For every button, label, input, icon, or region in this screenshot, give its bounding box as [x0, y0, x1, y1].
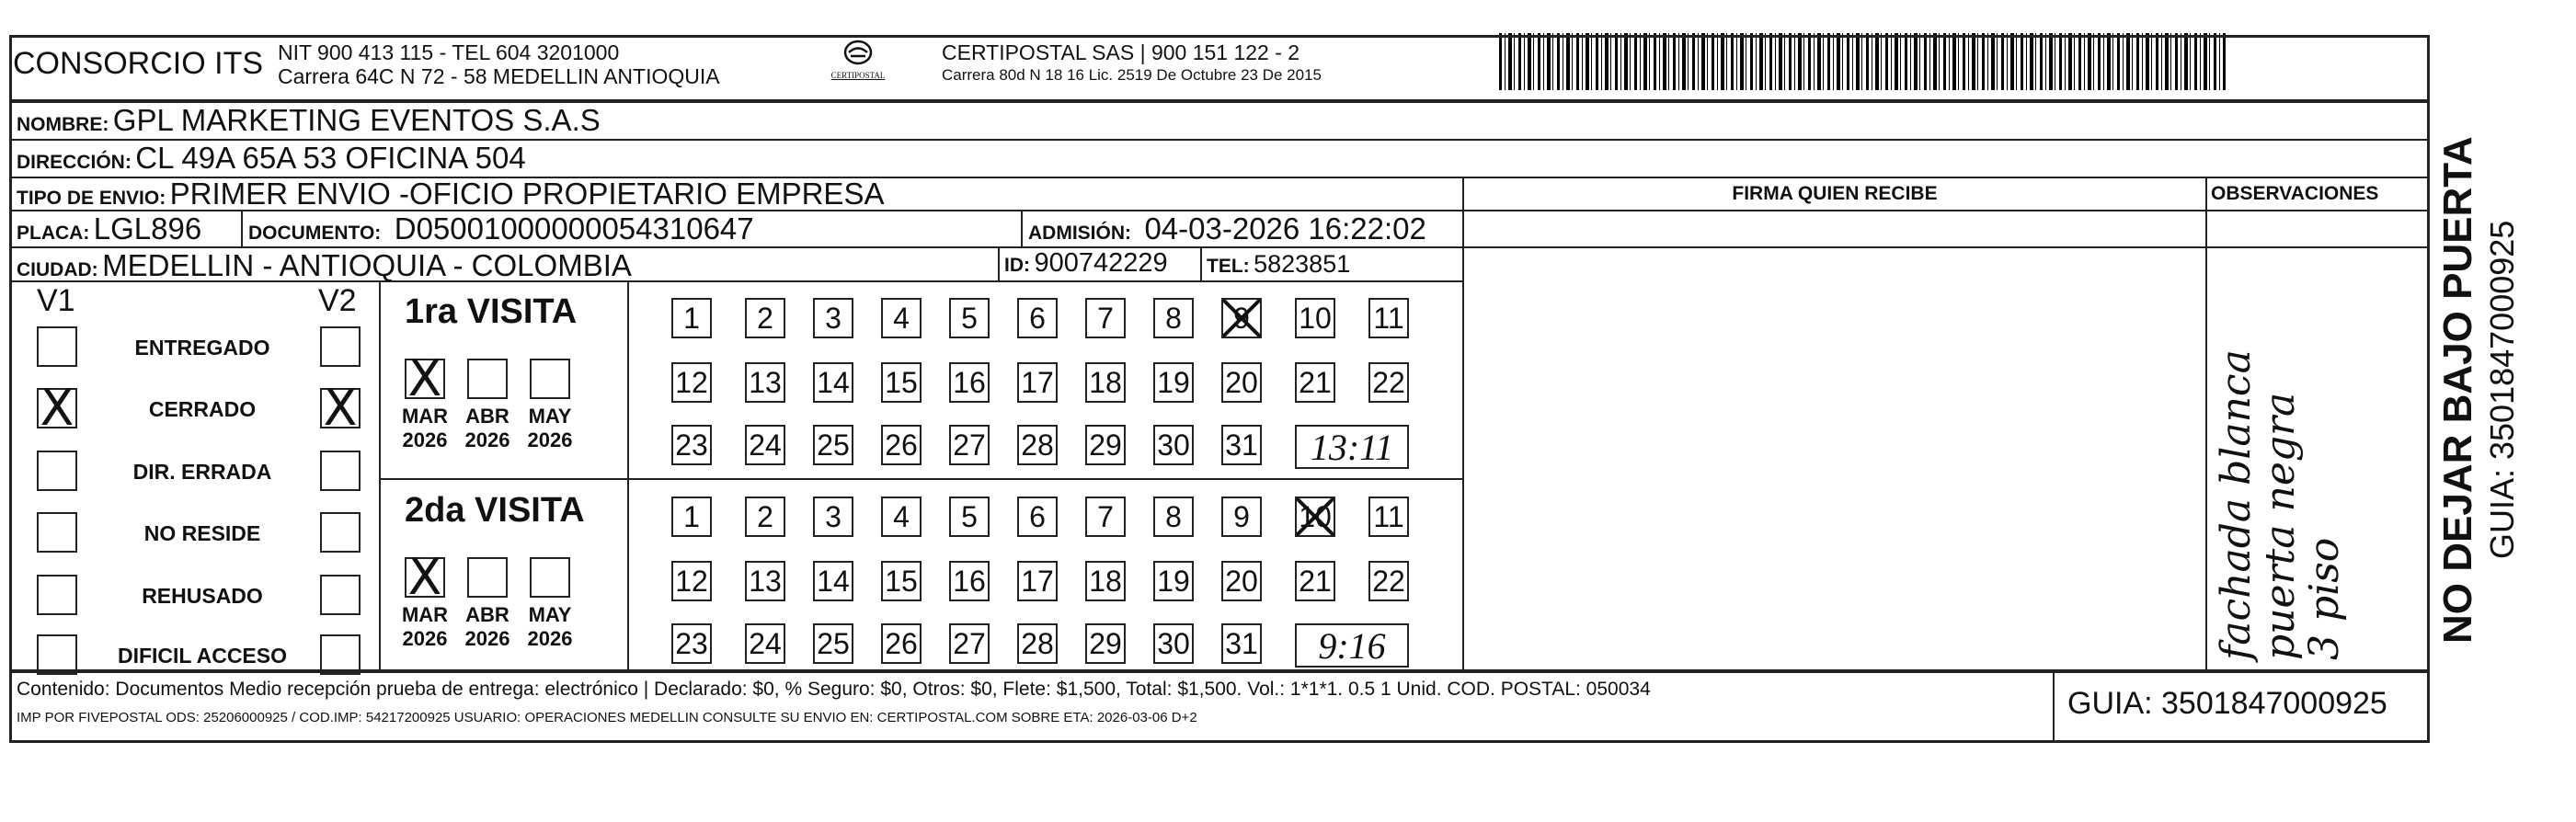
status-label: ENTREGADO	[134, 336, 270, 360]
admision-row	[1028, 211, 1426, 246]
day-box[interactable]: 9	[1221, 298, 1262, 338]
month-checkbox[interactable]	[467, 557, 508, 598]
observation-line: fachada blanca	[2213, 349, 2260, 660]
month-label	[522, 405, 578, 452]
day-box[interactable]: 12	[671, 362, 712, 403]
day-box[interactable]: 18	[1085, 561, 1126, 601]
status-label: DIR. ERRADA	[132, 460, 272, 484]
month-year: 2026	[402, 627, 448, 650]
status-checkbox-v1[interactable]	[37, 575, 77, 615]
documento-row	[248, 211, 754, 246]
day-box[interactable]: 3	[813, 298, 853, 338]
time-box[interactable]: 9:16	[1295, 623, 1409, 668]
imp-text: IMP POR FIVEPOSTAL ODS: 25206000925 / COD.IMP: 54217200925 USUARIO: OPERACIONES MEDELLIN CONSULTE SU ENVIO EN: CERTIPOSTAL.COM SOBRE ETA: 2026-03-06 D+2	[17, 710, 1197, 725]
day-box[interactable]: 2	[745, 298, 785, 338]
day-box[interactable]: 20	[1221, 362, 1262, 403]
day-box[interactable]: 8	[1153, 497, 1194, 537]
month-label	[397, 603, 452, 651]
month-name: MAY	[528, 603, 572, 626]
direccion-label: DIRECCIÓN:	[17, 152, 132, 173]
status-checkbox-v1[interactable]: X	[37, 388, 77, 428]
direccion-row	[17, 141, 526, 176]
side-guia: GUIA: 3501847000925	[2483, 220, 2521, 559]
day-box[interactable]: 18	[1085, 362, 1126, 403]
day-box[interactable]: 11	[1368, 298, 1409, 338]
day-box[interactable]: 26	[881, 623, 922, 664]
tipo-label: TIPO DE ENVIO:	[17, 188, 166, 209]
tel-label: TEL:	[1207, 256, 1250, 277]
day-box[interactable]: 20	[1221, 561, 1262, 601]
footer-guia: GUIA: 3501847000925	[2067, 686, 2387, 721]
side-instruction: NO DEJAR BAJO PUERTA	[2435, 136, 2480, 644]
status-label: REHUSADO	[142, 584, 263, 608]
nit-line: NIT 900 413 115 - TEL 604 3201000	[278, 40, 620, 64]
day-box[interactable]: 31	[1221, 623, 1262, 664]
day-box[interactable]: 7	[1085, 298, 1126, 338]
day-box[interactable]: 23	[671, 623, 712, 664]
month-year: 2026	[402, 428, 448, 451]
status-checkbox-v1[interactable]	[37, 326, 77, 367]
day-box[interactable]: 26	[881, 425, 922, 465]
month-name: ABR	[465, 405, 509, 428]
direccion-value: CL 49A 65A 53 OFICINA 504	[135, 141, 526, 175]
status-checkbox-v2[interactable]	[320, 575, 361, 615]
month-label	[522, 603, 578, 651]
observaciones-label: OBSERVACIONES	[2211, 183, 2379, 204]
day-box[interactable]: 14	[813, 561, 853, 601]
day-box[interactable]: 30	[1153, 425, 1194, 465]
day-box[interactable]: 28	[1017, 425, 1058, 465]
tipo-row	[17, 177, 884, 211]
day-box[interactable]: 1	[671, 298, 712, 338]
visit-title: 2da VISITA	[405, 491, 585, 530]
placa-row	[17, 211, 201, 246]
month-checkbox[interactable]: X	[405, 359, 445, 399]
status-label: DIFICIL ACCESO	[117, 644, 287, 668]
day-box[interactable]: 25	[813, 623, 853, 664]
admision-label: ADMISIÓN:	[1028, 223, 1131, 244]
admision-value: 04-03-2026 16:22:02	[1144, 211, 1426, 245]
day-box[interactable]: 6	[1017, 497, 1058, 537]
day-box[interactable]: 30	[1153, 623, 1194, 664]
day-box[interactable]: 19	[1153, 561, 1194, 601]
day-box[interactable]: 7	[1085, 497, 1126, 537]
day-box[interactable]: 24	[745, 623, 785, 664]
day-box[interactable]: 11	[1368, 497, 1409, 537]
firma-label: FIRMA QUIEN RECIBE	[1732, 183, 1938, 204]
day-box[interactable]: 5	[949, 298, 990, 338]
v2-heading: V2	[318, 283, 357, 318]
day-box[interactable]: 17	[1017, 362, 1058, 403]
day-box[interactable]: 14	[813, 362, 853, 403]
month-name: ABR	[465, 603, 509, 626]
id-value: 900742229	[1034, 248, 1168, 278]
month-checkbox[interactable]: X	[405, 557, 445, 598]
certipostal-line1: CERTIPOSTAL SAS | 900 151 122 - 2	[942, 40, 1300, 64]
status-checkbox-v2[interactable]	[320, 512, 361, 553]
day-box[interactable]: 23	[671, 425, 712, 465]
status-label: NO RESIDE	[143, 521, 261, 545]
month-year: 2026	[527, 428, 573, 451]
day-box[interactable]: 10	[1295, 497, 1335, 537]
day-box[interactable]: 28	[1017, 623, 1058, 664]
day-box[interactable]: 12	[671, 561, 712, 601]
status-checkbox-v1[interactable]	[37, 634, 77, 675]
observation-line: 3 piso	[2301, 537, 2348, 660]
day-box[interactable]: 2	[745, 497, 785, 537]
certipostal-line2: Carrera 80d N 18 16 Lic. 2519 De Octubre 23 De 2015	[942, 66, 1322, 84]
month-label	[460, 603, 515, 651]
ciudad-row	[17, 248, 632, 283]
address-line: Carrera 64C N 72 - 58 MEDELLIN ANTIOQUIA	[278, 64, 720, 88]
v1-heading: V1	[37, 283, 75, 318]
status-checkbox-v2[interactable]: X	[320, 388, 361, 428]
day-box[interactable]: 1	[671, 497, 712, 537]
observation-line: puerta negra	[2257, 392, 2304, 660]
ciudad-value: MEDELLIN - ANTIOQUIA - COLOMBIA	[102, 248, 632, 282]
id-label: ID:	[1004, 255, 1030, 276]
visit-title: 1ra VISITA	[405, 292, 578, 331]
day-box[interactable]: 21	[1295, 561, 1335, 601]
day-box[interactable]: 6	[1017, 298, 1058, 338]
day-box[interactable]: 10	[1295, 298, 1335, 338]
status-checkbox-v2[interactable]	[320, 451, 361, 491]
day-box[interactable]: 13	[745, 561, 785, 601]
month-checkbox[interactable]	[530, 557, 570, 598]
documento-label: DOCUMENTO:	[248, 223, 382, 244]
company-name: CONSORCIO ITS	[13, 46, 264, 81]
day-box[interactable]: 9	[1221, 497, 1262, 537]
month-year: 2026	[464, 428, 510, 451]
day-box[interactable]: 15	[881, 561, 922, 601]
observation-handwriting	[2215, 219, 2347, 660]
day-box[interactable]: 31	[1221, 425, 1262, 465]
nombre-label: NOMBRE:	[17, 114, 109, 135]
day-box[interactable]: 16	[949, 561, 990, 601]
month-checkbox[interactable]	[467, 359, 508, 399]
nombre-value: GPL MARKETING EVENTOS S.A.S	[112, 103, 601, 137]
month-label	[460, 405, 515, 452]
month-label	[397, 405, 452, 452]
month-checkbox[interactable]	[530, 359, 570, 399]
month-name: MAR	[401, 405, 449, 428]
day-box[interactable]: 13	[745, 362, 785, 403]
contenido-text: Contenido: Documentos Medio recepción prueba de entrega: electrónico | Declarado: $0, % Seguro: $0, Otros: $0, Flete: $1,500, Total: $1,500. Vol.: 1*1*1. 0.5 1 Unid. COD. POSTAL: 050034	[17, 679, 1651, 700]
day-box[interactable]: 17	[1017, 561, 1058, 601]
status-label: CERRADO	[148, 397, 257, 421]
day-box[interactable]: 29	[1085, 425, 1126, 465]
day-box[interactable]: 16	[949, 362, 990, 403]
day-box[interactable]: 27	[949, 425, 990, 465]
status-checkbox-v1[interactable]	[37, 512, 77, 553]
day-box[interactable]: 27	[949, 623, 990, 664]
day-box[interactable]: 29	[1085, 623, 1126, 664]
tel-row	[1207, 250, 1350, 279]
documento-value: D05001000000054310647	[394, 211, 754, 245]
placa-value: LGL896	[93, 211, 202, 245]
month-name: MAR	[401, 603, 449, 626]
day-box[interactable]: 4	[881, 298, 922, 338]
day-box[interactable]: 19	[1153, 362, 1194, 403]
day-box[interactable]: 22	[1368, 362, 1409, 403]
month-name: MAY	[528, 405, 572, 428]
ciudad-label: CIUDAD:	[17, 259, 98, 280]
month-year: 2026	[527, 627, 573, 650]
day-box[interactable]: 24	[745, 425, 785, 465]
id-row	[1004, 248, 1168, 279]
day-box[interactable]: 22	[1368, 561, 1409, 601]
status-checkbox-v2[interactable]	[320, 634, 361, 675]
month-year: 2026	[464, 627, 510, 650]
day-box[interactable]: 5	[949, 497, 990, 537]
nombre-row	[17, 103, 601, 138]
status-checkbox-v2[interactable]	[320, 326, 361, 367]
placa-label: PLACA:	[17, 223, 90, 244]
day-box[interactable]: 4	[881, 497, 922, 537]
logo-text: CERTIPOSTAL	[830, 71, 886, 80]
status-checkbox-v1[interactable]	[37, 451, 77, 491]
time-box[interactable]: 13:11	[1295, 425, 1409, 469]
day-box[interactable]: 21	[1295, 362, 1335, 403]
day-box[interactable]: 25	[813, 425, 853, 465]
day-box[interactable]: 3	[813, 497, 853, 537]
day-box[interactable]: 8	[1153, 298, 1194, 338]
tel-value: 5823851	[1254, 250, 1351, 278]
day-box[interactable]: 15	[881, 362, 922, 403]
tipo-value: PRIMER ENVIO -OFICIO PROPIETARIO EMPRESA	[169, 177, 885, 211]
